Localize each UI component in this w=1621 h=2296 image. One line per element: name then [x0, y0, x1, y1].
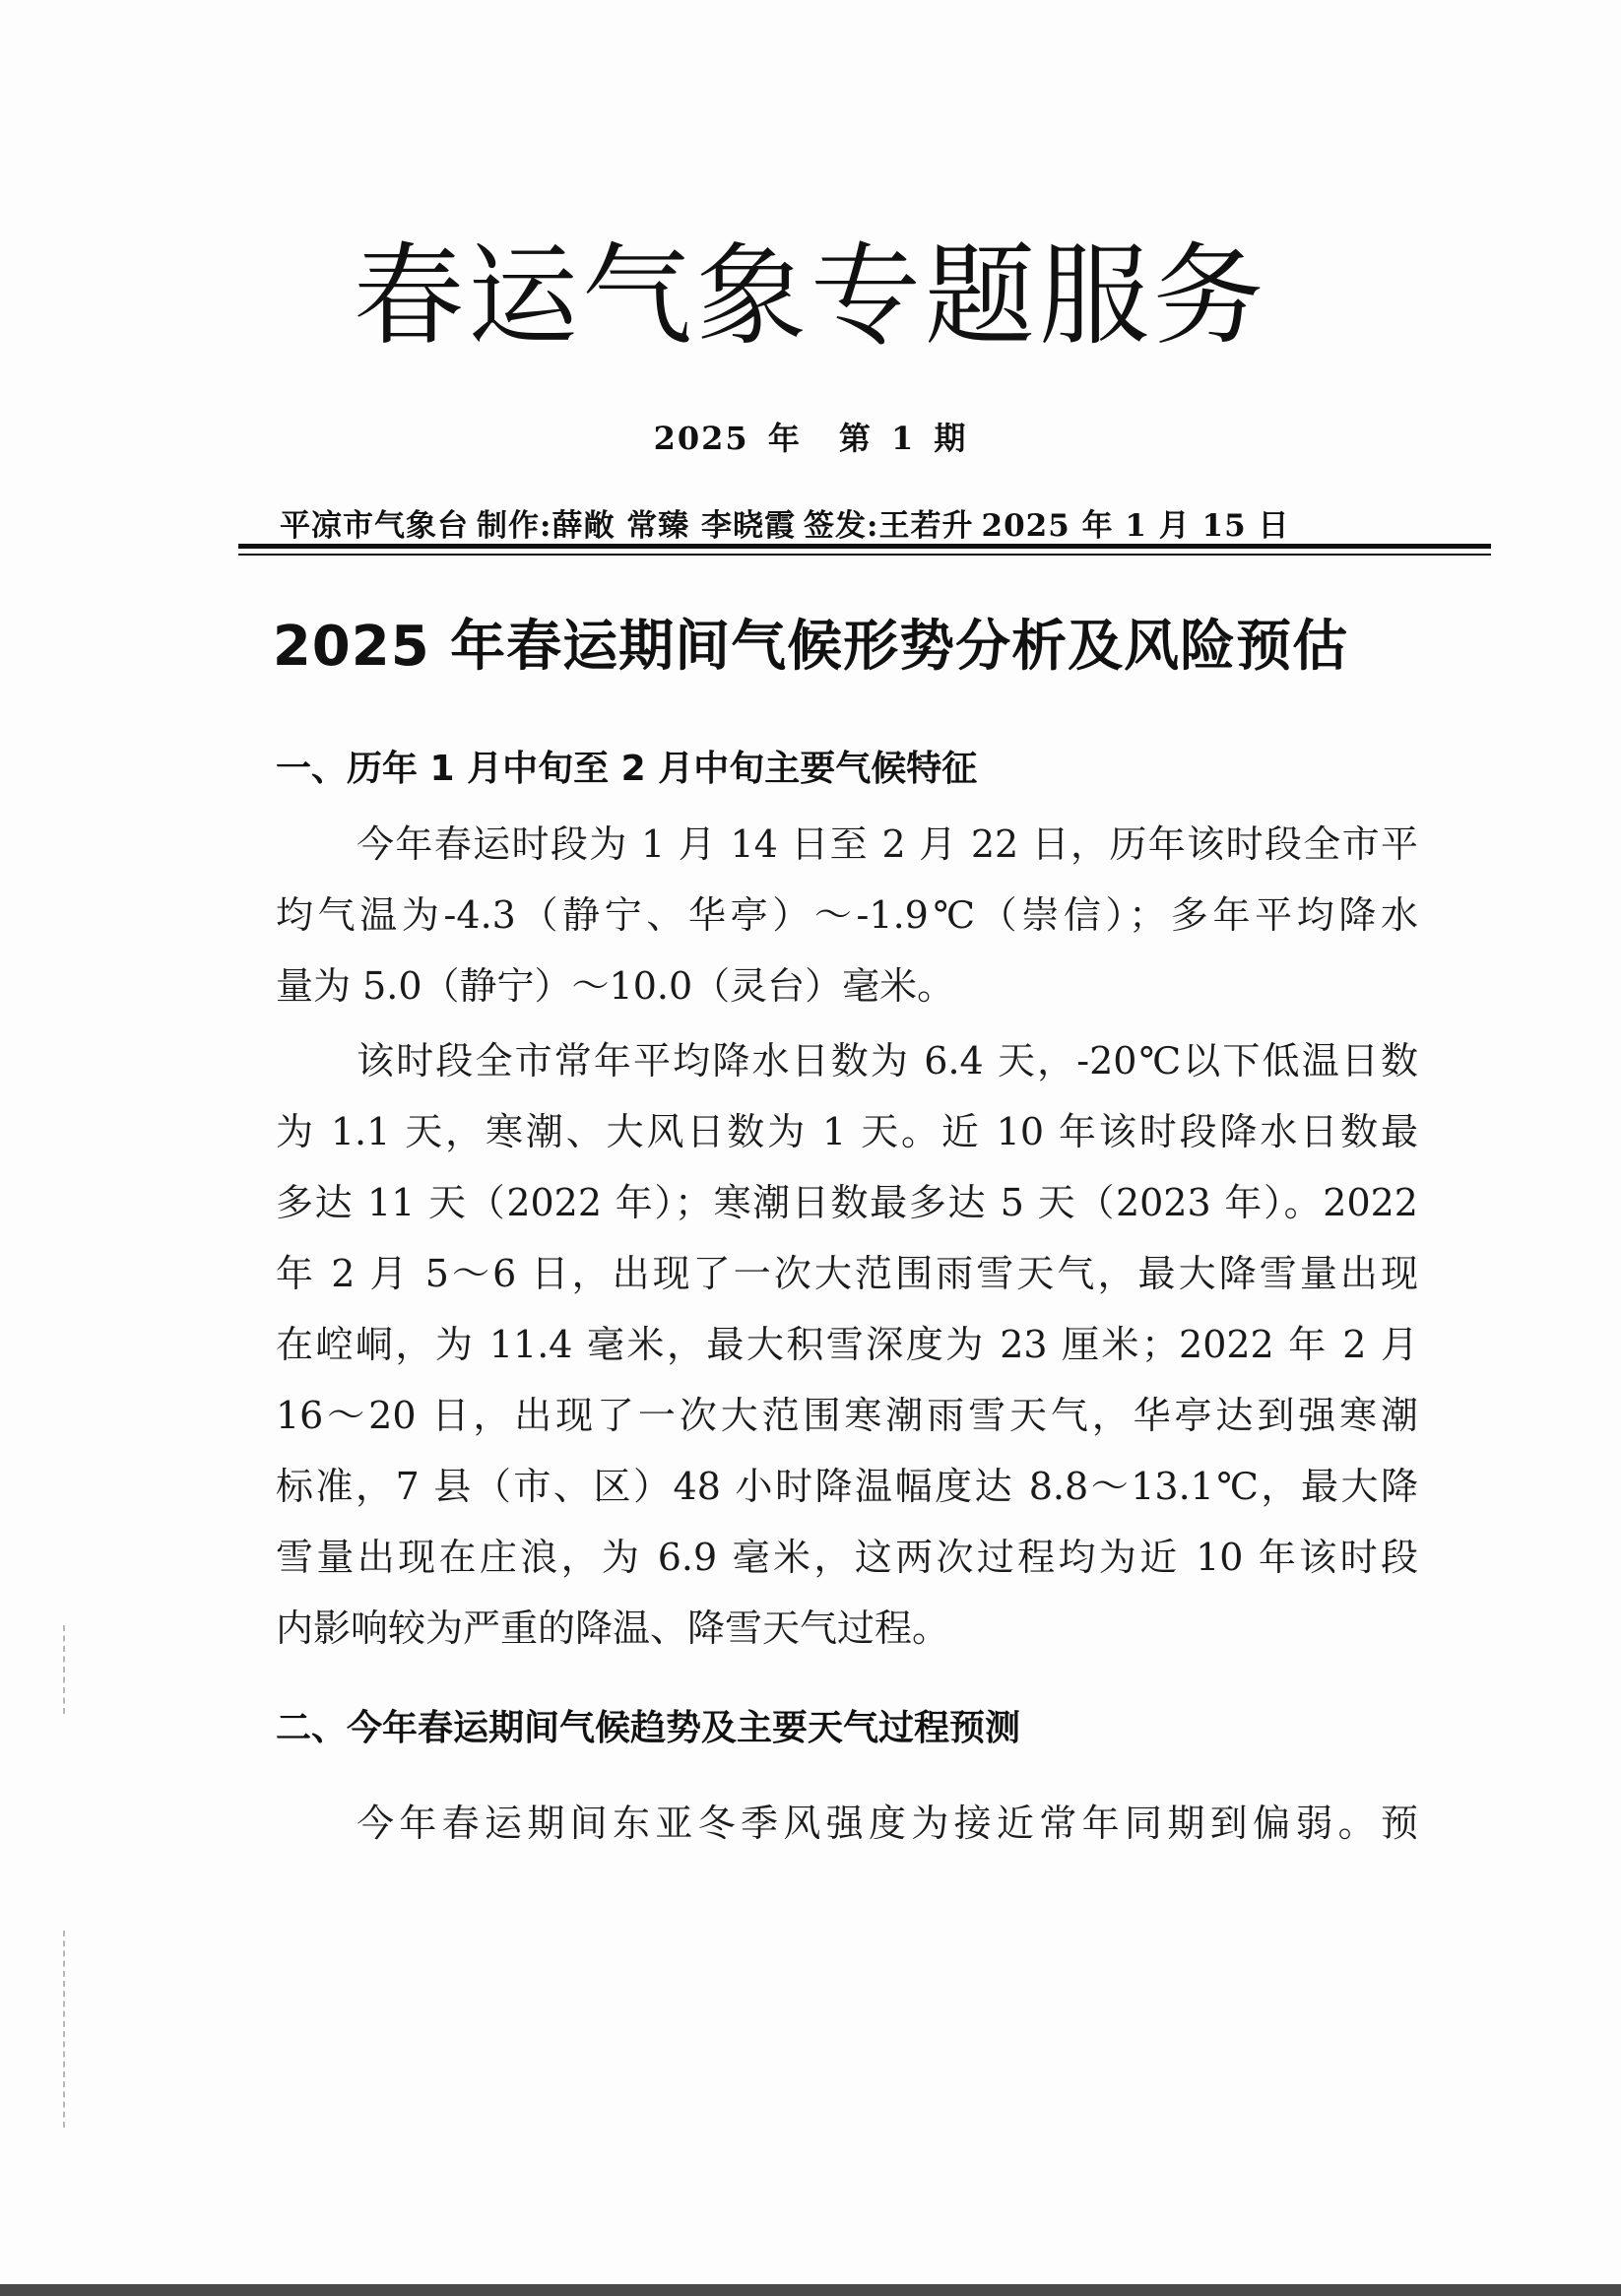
paragraph-line: 均气温为-4.3（静宁、华亭）～-1.9℃（崇信）；多年平均降水 [276, 893, 1418, 937]
paragraph-line: 多达 11 天（2022 年）；寒潮日数最多达 5 天（2023 年）。2022 [276, 1181, 1418, 1224]
byline-issuer-label: 签发: [804, 508, 879, 544]
byline-issuer: 王若升 [878, 508, 974, 544]
paragraph-line: 量为 5.0（静宁）～10.0（灵台）毫米。 [276, 964, 955, 1008]
issue-number: 第 1 期 [838, 420, 968, 457]
section-1-heading: 一、历年 1 月中旬至 2 月中旬主要气候特征 [276, 749, 978, 789]
document-title: 2025 年春运期间气候形势分析及风险预估 [272, 615, 1349, 679]
paragraph-line: 雪量出现在庄浪，为 6.9 毫米，这两次过程均为近 10 年该时段 [276, 1536, 1418, 1579]
scan-edge-mark [63, 1931, 65, 2128]
header-rule-thick [238, 544, 1491, 549]
paragraph-line: 今年春运期间东亚冬季风强度为接近常年同期到偏弱。预 [357, 1802, 1418, 1845]
issue-year: 2025 年 [653, 420, 802, 457]
header-rule-thin [238, 554, 1491, 556]
byline [280, 500, 1412, 545]
scan-edge-mark [63, 1625, 65, 1714]
paragraph-line: 为 1.1 天，寒潮、大风日数为 1 天。近 10 年该时段降水日数最 [276, 1110, 1418, 1153]
paragraph-line: 标准，7 县（市、区）48 小时降温幅度达 8.8～13.1℃，最大降 [276, 1465, 1418, 1508]
section-2-heading: 二、今年春运期间气候趋势及主要天气过程预测 [276, 1708, 1021, 1748]
issue-line [0, 414, 1621, 459]
byline-producers: 薛敞 常臻 李晓霞 [551, 508, 797, 544]
paragraph-line: 内影响较为严重的降温、降雪天气过程。 [276, 1607, 950, 1650]
byline-producers-label: 制作: [477, 508, 552, 544]
paragraph-line: 今年春运时段为 1 月 14 日至 2 月 22 日，历年该时段全市平 [357, 822, 1418, 866]
byline-date: 2025 年 1 月 15 日 [981, 508, 1290, 544]
paragraph-line: 16～20 日，出现了一次大范围寒潮雨雪天气，华亭达到强寒潮 [276, 1394, 1418, 1437]
paragraph-line: 该时段全市常年平均降水日数为 6.4 天，-20℃以下低温日数 [357, 1039, 1418, 1082]
masthead-title: 春运气象专题服务 [354, 232, 1267, 361]
paragraph-line: 年 2 月 5～6 日，出现了一次大范围雨雪天气，最大降雪量出现 [276, 1252, 1418, 1295]
byline-office: 平凉市气象台 [280, 508, 469, 544]
scan-bottom-edge [0, 2284, 1621, 2296]
paragraph-line: 在崆峒，为 11.4 毫米，最大积雪深度为 23 厘米；2022 年 2 月 [276, 1323, 1418, 1366]
